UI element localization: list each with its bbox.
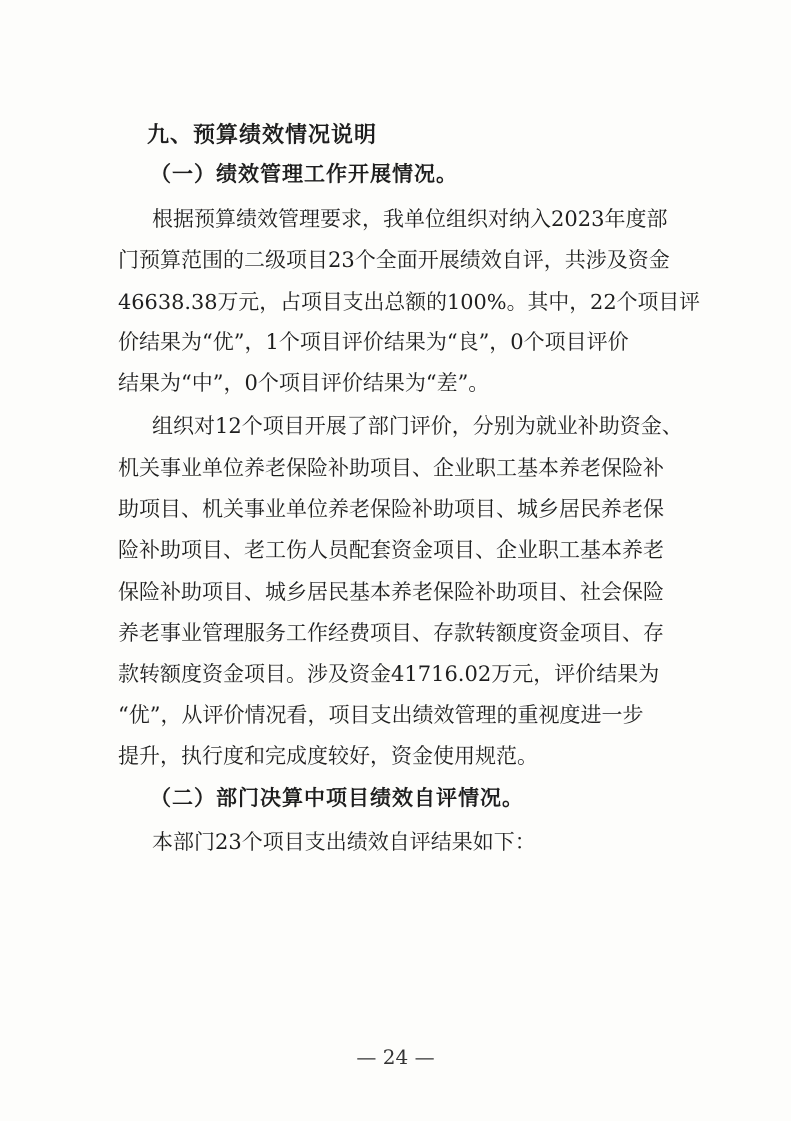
paragraph-line: 养老事业管理服务工作经费项目、存款转额度资金项目、存	[118, 621, 664, 645]
paragraph-line: 险补助项目、老工伤人员配套资金项目、企业职工基本养老	[118, 538, 664, 562]
paragraph-line: 价结果为“优”，1个项目评价结果为“良”，0个项目评价	[118, 330, 629, 354]
paragraph-line: 助项目、机关事业单位养老保险补助项目、城乡居民养老保	[118, 497, 664, 521]
section-title: 九、预算绩效情况说明	[147, 123, 378, 148]
paragraph-line: 46638.38万元，占项目支出总额的100%。其中，22个项目评	[118, 290, 701, 314]
paragraph-line: 保险补助项目、城乡居民基本养老保险补助项目、社会保险	[118, 580, 664, 604]
paragraph-line: 组织对12个项目开展了部门评价，分别为就业补助资金、	[152, 414, 683, 438]
paragraph-line: 结果为“中”，0个项目评价结果为“差”。	[118, 371, 490, 395]
paragraph-line: 款转额度资金项目。涉及资金41716.02万元，评价结果为	[118, 662, 660, 686]
subsection-heading-1: （一）绩效管理工作开展情况。	[150, 162, 458, 186]
paragraph-line: 本部门23个项目支出绩效自评结果如下：	[152, 830, 536, 854]
paragraph-line: “优”，从评价情况看，项目支出绩效管理的重视度进一步	[118, 703, 644, 727]
page-number: — 24 —	[356, 1045, 435, 1069]
paragraph-line: 根据预算绩效管理要求，我单位组织对纳入2023年度部	[152, 207, 668, 231]
paragraph-line: 机关事业单位养老保险补助项目、企业职工基本养老保险补	[118, 456, 664, 480]
paragraph-line: 提升，执行度和完成度较好，资金使用规范。	[118, 744, 538, 768]
paragraph-line: 门预算范围的二级项目23个全面开展绩效自评，共涉及资金	[118, 248, 670, 272]
subsection-heading-2: （二）部门决算中项目绩效自评情况。	[150, 786, 524, 810]
